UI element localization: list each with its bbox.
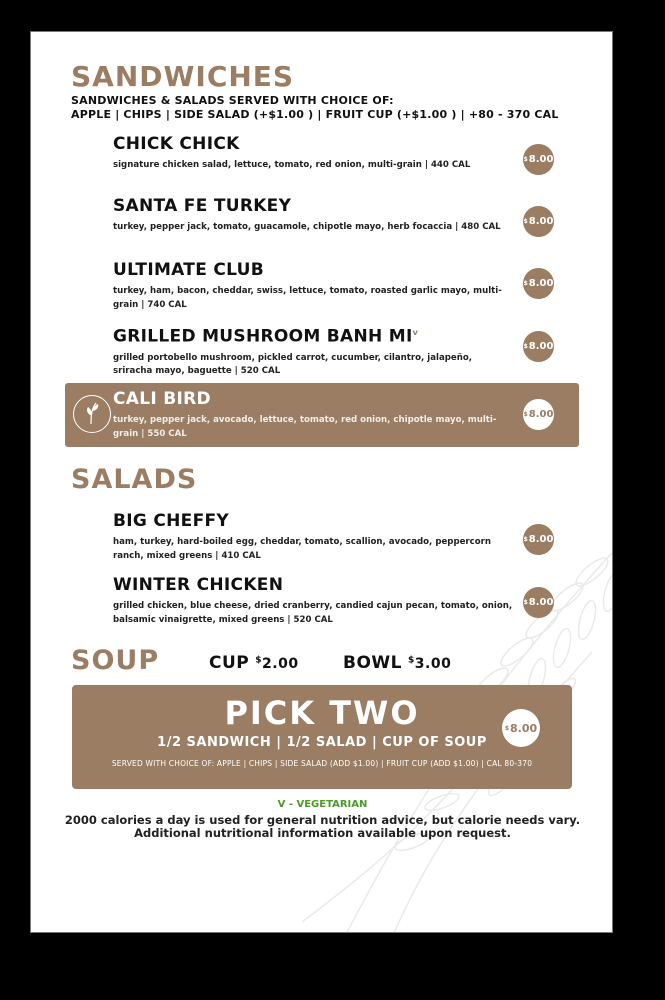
vegetarian-legend: V - VEGETARIAN xyxy=(277,799,368,810)
price-badge: $ 8.00 xyxy=(523,331,554,362)
vegetarian-tag: v xyxy=(412,328,419,337)
item-description: grilled chicken, blue cheese, dried cranberry, candied cajun pecan, tomato, onion, balsamic vinaigrette, mixed greens | 520 CAL xyxy=(113,601,513,625)
menu-item-ultimate-club xyxy=(113,260,513,312)
pick-two-fine-print: SERVED WITH CHOICE OF: APPLE | CHIPS | SIDE SALAD (ADD $1.00) | FRUIT CUP (ADD $1.00) | CAL 80-370 xyxy=(111,759,533,768)
item-name: WINTER CHICKEN xyxy=(113,575,284,595)
pick-two-subtitle: 1/2 SANDWICH | 1/2 SALAD | CUP OF SOUP xyxy=(157,735,487,750)
price-badge: $ 8.00 xyxy=(523,587,554,618)
nutrition-note: 2000 calories a day is used for general nutrition advice, but calorie needs vary. Additional nutritional information available upon request. xyxy=(64,813,581,840)
item-description: signature chicken salad, lettuce, tomato, red onion, multi-grain | 440 CAL xyxy=(113,160,471,170)
item-name: CHICK CHICK xyxy=(113,134,240,154)
item-description: turkey, pepper jack, avocado, lettuce, tomato, red onion, chipotle mayo, multi-grain | 550 CAL xyxy=(113,415,497,439)
menu-item-cali-bird xyxy=(113,389,513,441)
price-badge: $ 8.00 xyxy=(523,524,554,555)
item-name: GRILLED MUSHROOM BANH $MI^v$ xyxy=(113,326,419,347)
sandwiches-heading: SANDWICHES xyxy=(71,60,295,93)
price-badge: $ 8.00 xyxy=(502,709,540,747)
soup-cup-option: CUP $2.00 xyxy=(209,653,299,673)
item-name: BIG CHEFFY xyxy=(113,511,230,531)
menu-item-winter-chicken xyxy=(113,575,513,627)
item-description: ham, turkey, hard-boiled egg, cheddar, tomato, scallion, avocado, peppercorn ranch, mixed greens | 410 CAL xyxy=(113,537,492,561)
soup-row xyxy=(71,645,571,675)
item-name: ULTIMATE CLUB xyxy=(113,260,264,280)
price-badge: $ 8.00 xyxy=(523,399,554,430)
sides-subhead: SANDWICHES & SALADS SERVED WITH CHOICE OF: APPLE | CHIPS | SIDE SALAD (+$1.00 ) | FRUIT CUP (+$1.00 ) | +80 - 370 CAL xyxy=(71,94,559,121)
pick-two-banner xyxy=(72,685,572,789)
price-badge: $ 8.00 xyxy=(523,144,554,175)
menu-item-grilled-mushroom-banh-mi xyxy=(113,323,513,379)
soup-heading: SOUP xyxy=(71,645,160,676)
item-description: turkey, pepper jack, tomato, guacamole, chipotle mayo, herb focaccia | 480 CAL xyxy=(113,222,501,232)
price-badge: $ 8.00 xyxy=(523,206,554,237)
price-badge: $ 8.00 xyxy=(523,268,554,299)
salads-heading: SALADS xyxy=(71,464,198,495)
soup-bowl-option: BOWL $3.00 xyxy=(343,653,452,673)
menu-item-chick-chick xyxy=(113,134,513,173)
signature-item-seal-icon xyxy=(73,395,111,433)
pick-two-title: PICK TWO xyxy=(224,694,420,732)
menu-item-santa-fe-turkey xyxy=(113,196,513,235)
item-description: turkey, ham, bacon, cheddar, swiss, lettuce, tomato, roasted garlic mayo, multi-grain | 740 CAL xyxy=(113,286,502,310)
item-description: grilled portobello mushroom, pickled carrot, cucumber, cilantro, jalapeño, sriracha mayo, baguette | 520 CAL xyxy=(113,352,473,377)
featured-item-banner xyxy=(65,383,579,447)
item-name: CALI BIRD xyxy=(113,389,211,409)
menu-item-big-cheffy xyxy=(113,511,513,563)
leaf-icon xyxy=(74,396,109,431)
menu-page xyxy=(30,31,613,933)
item-name: SANTA FE TURKEY xyxy=(113,196,292,216)
